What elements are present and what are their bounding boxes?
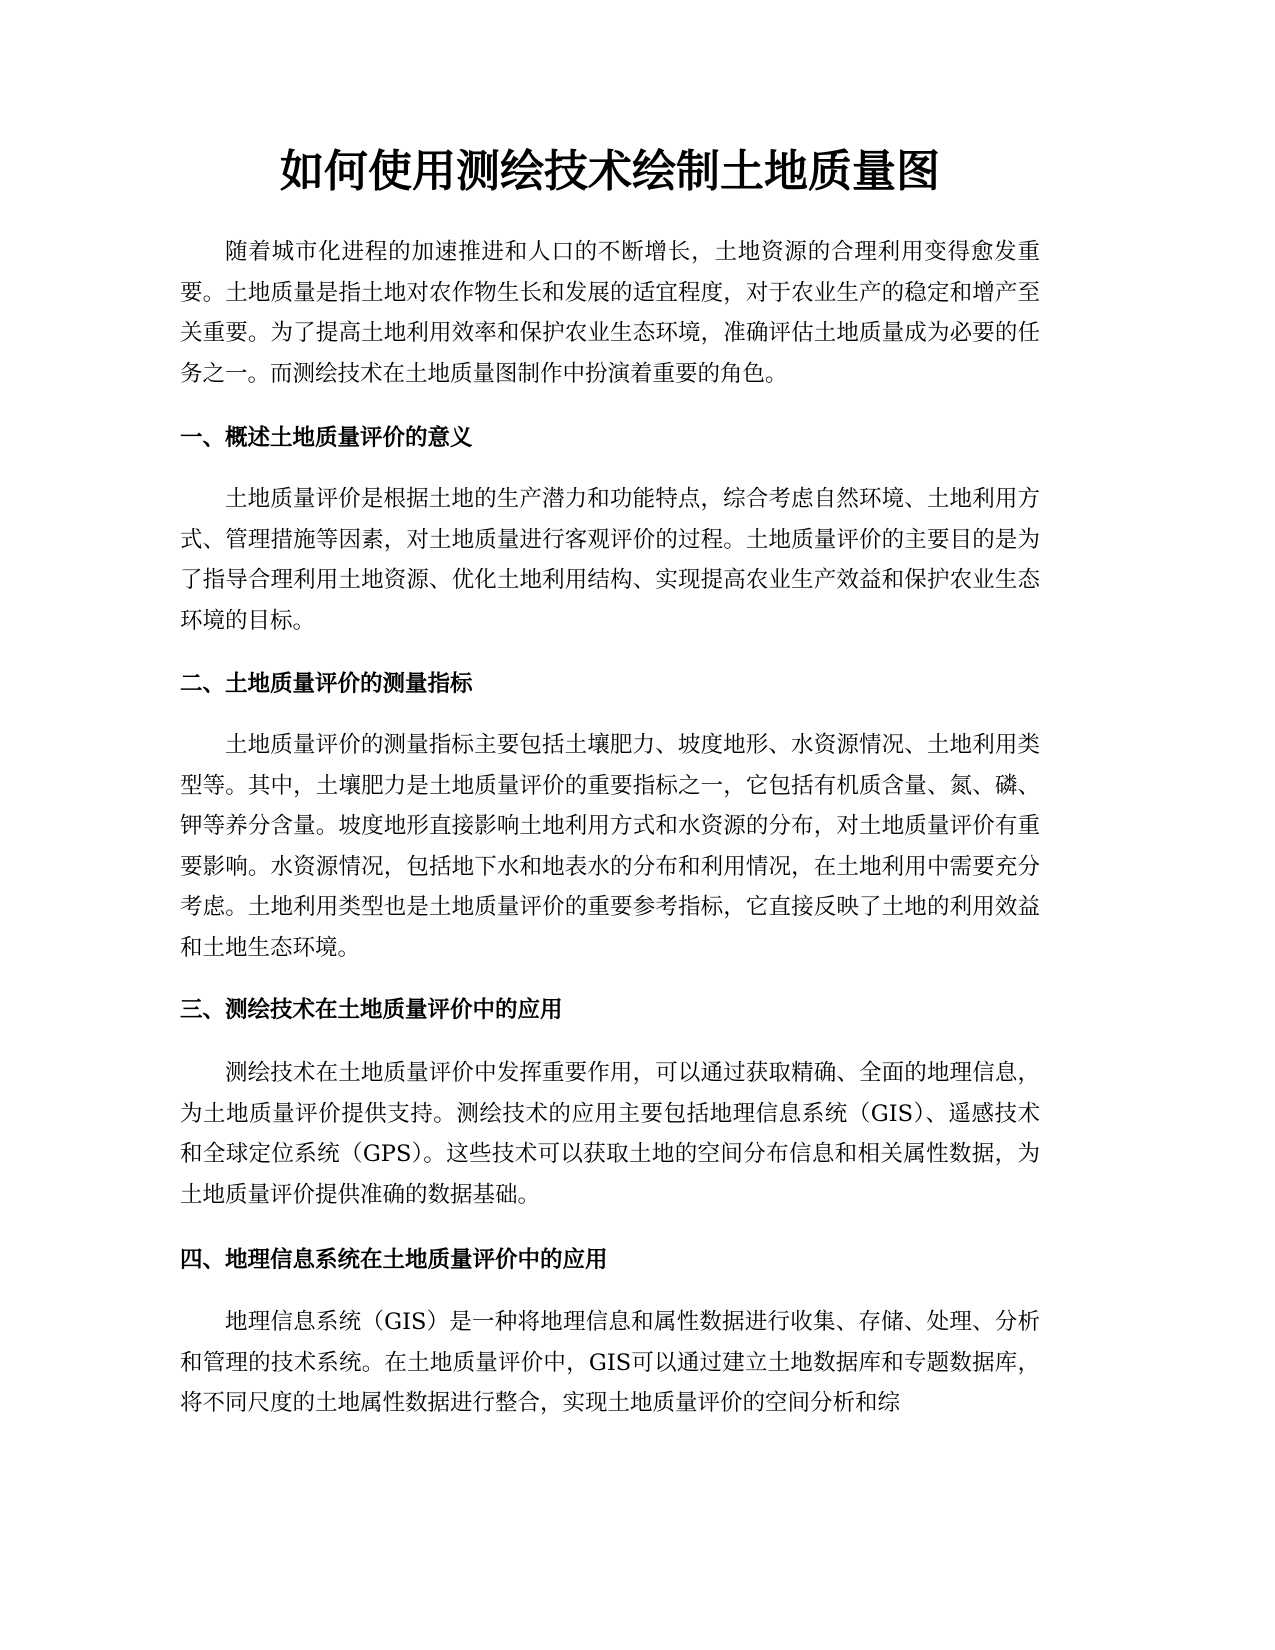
section-1-paragraph: 土地质量评价是根据土地的生产潜力和功能特点，综合考虑自然环境、土地利用方式、管理措施等因素，对土地质量进行客观评价的过程。土地质量评价的主要目的是为了指导合理利用土地资源、优化土地利用结构、实现提高农业生产效益和保护农业生态环境的目标。 [180, 486, 1040, 634]
document-title: 如何使用测绘技术绘制土地质量图 [280, 146, 940, 197]
section-3-heading: 三、测绘技术在土地质量评价中的应用 [180, 997, 563, 1023]
section-2-heading: 二、土地质量评价的测量指标 [180, 671, 473, 697]
section-1-heading: 一、概述土地质量评价的意义 [180, 425, 473, 451]
section-4-heading: 四、地理信息系统在土地质量评价中的应用 [180, 1247, 608, 1273]
section-4-paragraph: 地理信息系统（GIS）是一种将地理信息和属性数据进行收集、存储、处理、分析和管理的技术系统。在土地质量评价中，GIS可以通过建立土地数据库和专题数据库，将不同尺度的土地属性数据进行整合，实现土地质量评价的空间分析和综 [180, 1309, 1040, 1416]
section-3-paragraph: 测绘技术在土地质量评价中发挥重要作用，可以通过获取精确、全面的地理信息，为土地质量评价提供支持。测绘技术的应用主要包括地理信息系统（GIS）、遥感技术和全球定位系统（GPS）。这些技术可以获取土地的空间分布信息和相关属性数据，为土地质量评价提供准确的数据基础。 [180, 1060, 1040, 1208]
intro-paragraph: 随着城市化进程的加速推进和人口的不断增长，土地资源的合理利用变得愈发重要。土地质量是指土地对农作物生长和发展的适宜程度，对于农业生产的稳定和增产至关重要。为了提高土地利用效率和保护农业生态环境，准确评估土地质量成为必要的任务之一。而测绘技术在土地质量图制作中扮演着重要的角色。 [180, 239, 1040, 387]
section-2-paragraph: 土地质量评价的测量指标主要包括土壤肥力、坡度地形、水资源情况、土地利用类型等。其中，土壤肥力是土地质量评价的重要指标之一，它包括有机质含量、氮、磷、钾等养分含量。坡度地形直接影响土地利用方式和水资源的分布，对土地质量评价有重要影响。水资源情况，包括地下水和地表水的分布和利用情况，在土地利用中需要充分考虑。土地利用类型也是土地质量评价的重要参考指标，它直接反映了土地的利用效益和土地生态环境。 [180, 732, 1040, 961]
